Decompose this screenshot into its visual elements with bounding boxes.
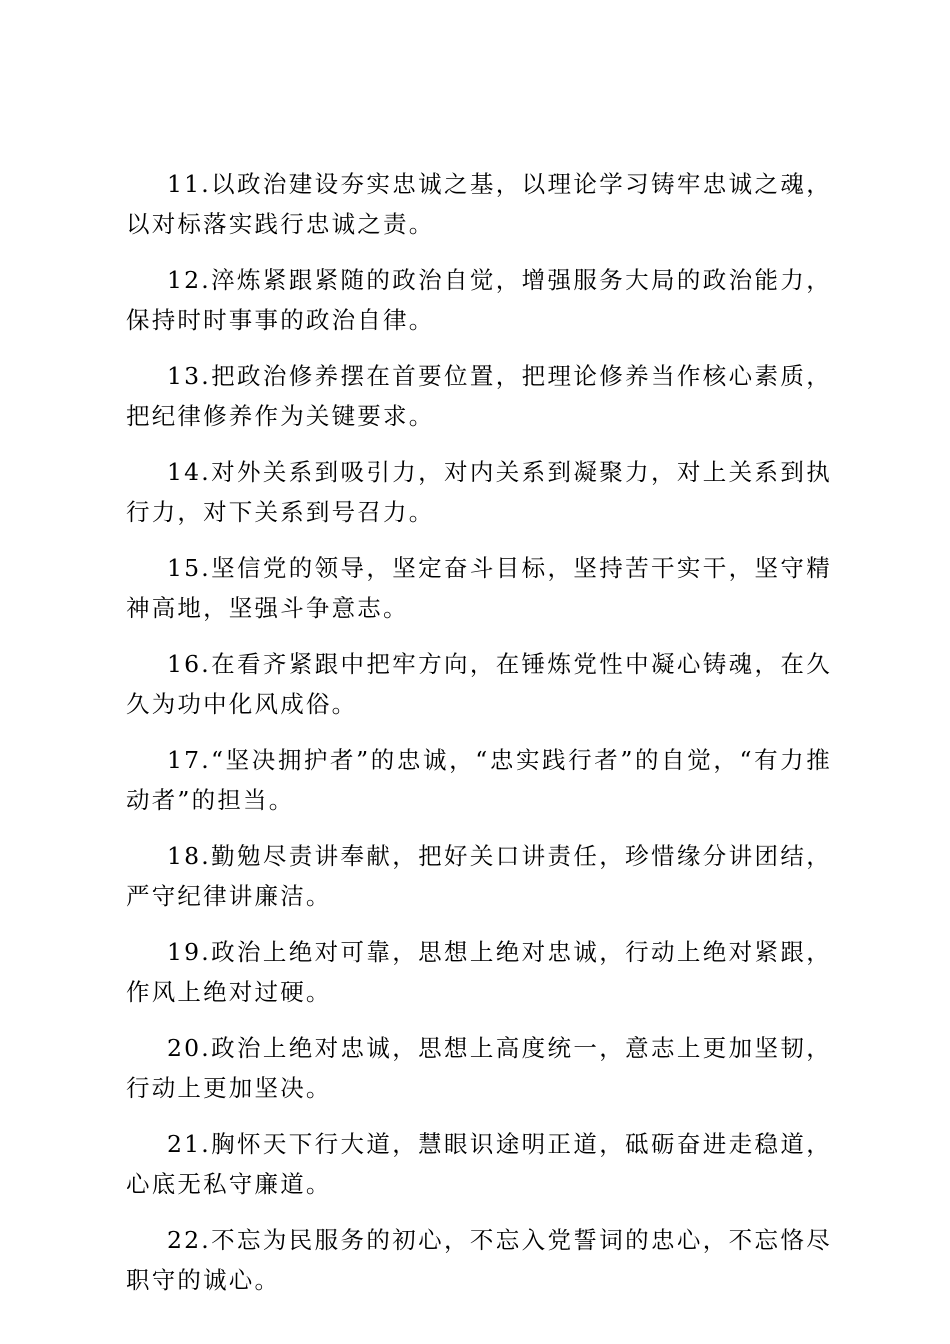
paragraph-18: 18.勤勉尽责讲奉献，把好关口讲责任，珍惜缘分讲团结，严守纪律讲廉洁。 — [126, 842, 832, 910]
document-body — [126, 164, 832, 1316]
paragraph-21: 21.胸怀天下行大道，慧眼识途明正道，砥砺奋进走稳道，心底无私守廉道。 — [126, 1130, 832, 1198]
paragraph-16: 16.在看齐紧跟中把牢方向，在锤炼党性中凝心铸魂，在久久为功中化风成俗。 — [126, 650, 832, 718]
paragraph-17: 17.“坚决拥护者”的忠诚，“忠实践行者”的自觉，“有力推动者”的担当。 — [126, 746, 832, 814]
paragraph-12: 12.淬炼紧跟紧随的政治自觉，增强服务大局的政治能力，保持时时事事的政治自律。 — [126, 266, 832, 334]
paragraph-15: 15.坚信党的领导，坚定奋斗目标，坚持苦干实干，坚守精神高地，坚强斗争意志。 — [126, 554, 832, 622]
paragraph-11: 11.以政治建设夯实忠诚之基，以理论学习铸牢忠诚之魂，以对标落实践行忠诚之责。 — [126, 170, 832, 238]
paragraph-20: 20.政治上绝对忠诚，思想上高度统一，意志上更加坚韧，行动上更加坚决。 — [126, 1034, 832, 1102]
paragraph-19: 19.政治上绝对可靠，思想上绝对忠诚，行动上绝对紧跟，作风上绝对过硬。 — [126, 938, 832, 1006]
paragraph-22: 22.不忘为民服务的初心，不忘入党誓词的忠心，不忘恪尽职守的诚心。 — [126, 1226, 832, 1294]
paragraph-13: 13.把政治修养摆在首要位置，把理论修养当作核心素质，把纪律修养作为关键要求。 — [126, 362, 832, 430]
paragraph-14: 14.对外关系到吸引力，对内关系到凝聚力，对上关系到执行力，对下关系到号召力。 — [126, 458, 832, 526]
